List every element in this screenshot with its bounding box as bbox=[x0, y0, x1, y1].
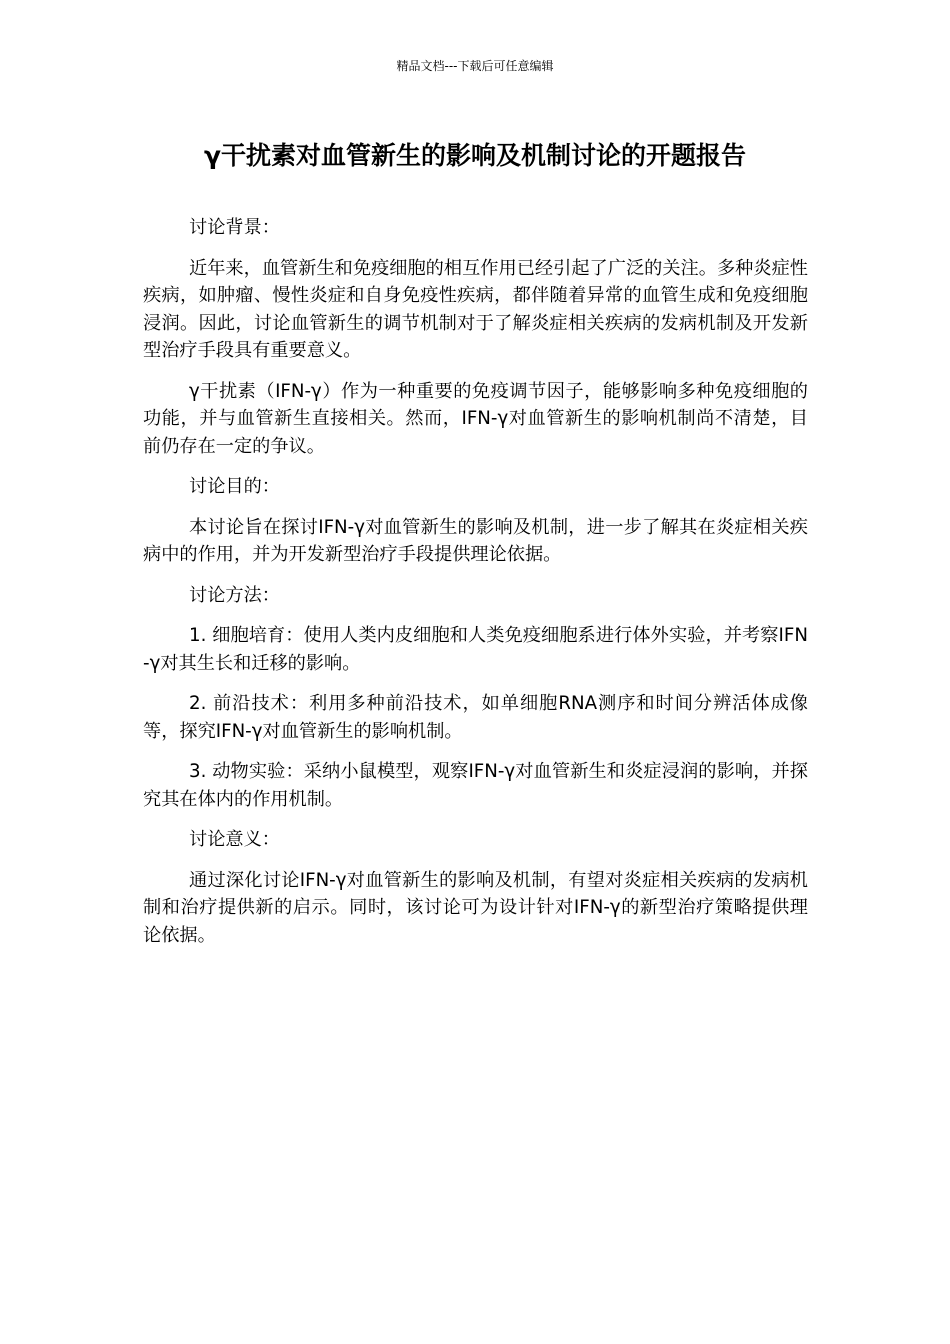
purpose-paragraph: 本讨论旨在探讨IFN-γ对血管新生的影响及机制，进一步了解其在炎症相关疾病中的作用，并为开发新型治疗手段提供理论依据。 bbox=[143, 516, 808, 565]
method-item-1: 1. 细胞培育：使用人类内皮细胞和人类免疫细胞系进行体外实验，并考察IFN-γ对其生长和迁移的影响。 bbox=[143, 625, 808, 674]
background-paragraph-1: 近年来，血管新生和免疫细胞的相互作用已经引起了广泛的关注。多种炎症性疾病，如肿瘤、慢性炎症和自身免疫性疾病，都伴随着异常的血管生成和免疫细胞浸润。因此，讨论血管新生的调节机制对于了解炎症相关疾病的发病机制及开发新型治疗手段具有重要意义。 bbox=[143, 257, 808, 361]
document-body bbox=[143, 214, 808, 962]
section-heading-background: 讨论背景： bbox=[189, 217, 280, 238]
section-heading-significance: 讨论意义： bbox=[189, 829, 280, 850]
background-paragraph-2: γ干扰素（IFN-γ）作为一种重要的免疫调节因子，能够影响多种免疫细胞的功能，并与血管新生直接相关。然而，IFN-γ对血管新生的影响机制尚不清楚，目前仍存在一定的争议。 bbox=[143, 380, 808, 457]
document-title: γ干扰素对血管新生的影响及机制讨论的开题报告 bbox=[203, 141, 747, 170]
header-note: 精品文档---下载后可任意编辑 bbox=[396, 59, 554, 73]
method-item-3: 3. 动物实验：采纳小鼠模型，观察IFN-γ对血管新生和炎症浸润的影响，并探究其在体内的作用机制。 bbox=[143, 761, 808, 810]
section-heading-purpose: 讨论目的： bbox=[189, 476, 280, 497]
significance-paragraph: 通过深化讨论IFN-γ对血管新生的影响及机制，有望对炎症相关疾病的发病机制和治疗提供新的启示。同时，该讨论可为设计针对IFN-γ的新型治疗策略提供理论依据。 bbox=[143, 869, 808, 946]
method-item-2: 2. 前沿技术：利用多种前沿技术，如单细胞RNA测序和时间分辨活体成像等，探究IFN-γ对血管新生的影响机制。 bbox=[143, 693, 808, 742]
section-heading-method: 讨论方法： bbox=[189, 584, 280, 606]
